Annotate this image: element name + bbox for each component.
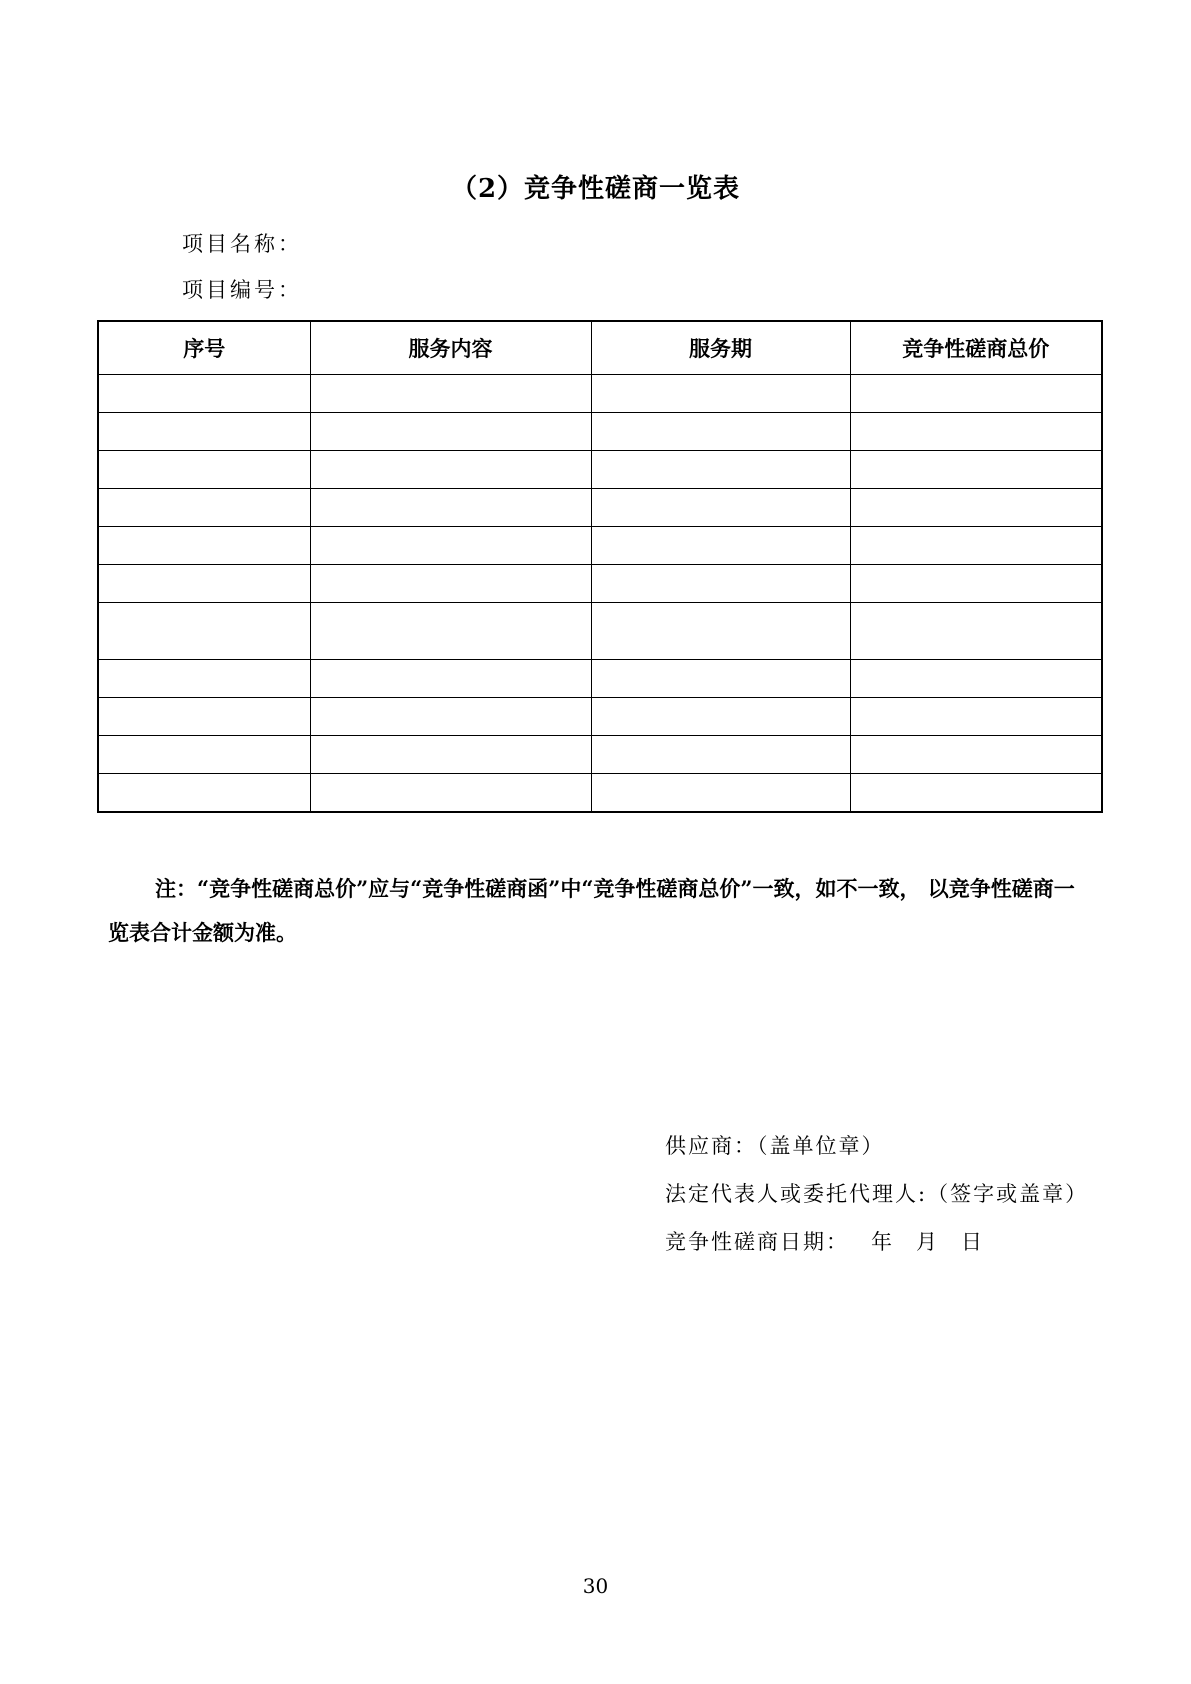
table-cell[interactable] (591, 660, 850, 698)
table-cell[interactable] (98, 698, 310, 736)
table-cell[interactable] (310, 527, 591, 565)
year-label: 年 (871, 1230, 894, 1254)
table-cell[interactable] (850, 698, 1102, 736)
table-cell[interactable] (850, 375, 1102, 413)
table-row (98, 565, 1102, 603)
table-cell[interactable] (310, 603, 591, 660)
table-cell[interactable] (310, 413, 591, 451)
table-row (98, 660, 1102, 698)
month-label: 月 (916, 1230, 939, 1254)
header-serial-number: 序号 (98, 321, 310, 375)
quote-summary-table (97, 320, 1103, 813)
table-cell[interactable] (850, 774, 1102, 813)
date-label: 竞争性磋商日期： (665, 1230, 849, 1254)
table-cell[interactable] (98, 603, 310, 660)
page-number: 30 (582, 1574, 609, 1598)
table-row (98, 698, 1102, 736)
header-service-period: 服务期 (591, 321, 850, 375)
table-cell[interactable] (850, 603, 1102, 660)
project-name-label: 项目名称： (182, 232, 302, 256)
note-paragraph (108, 867, 1088, 955)
table-cell[interactable] (98, 774, 310, 813)
table-cell[interactable] (591, 527, 850, 565)
table-cell[interactable] (850, 660, 1102, 698)
table-cell[interactable] (591, 489, 850, 527)
table-row (98, 527, 1102, 565)
table-cell[interactable] (850, 451, 1102, 489)
table-cell[interactable] (98, 451, 310, 489)
table-cell[interactable] (850, 736, 1102, 774)
table-row (98, 774, 1102, 813)
table-cell[interactable] (310, 489, 591, 527)
table-cell[interactable] (98, 413, 310, 451)
table-cell[interactable] (98, 565, 310, 603)
table-row (98, 375, 1102, 413)
table-cell[interactable] (850, 413, 1102, 451)
table-cell[interactable] (850, 565, 1102, 603)
table-row (98, 603, 1102, 660)
header-service-content: 服务内容 (310, 321, 591, 375)
day-label: 日 (961, 1230, 984, 1254)
table-cell[interactable] (98, 527, 310, 565)
table-cell[interactable] (310, 565, 591, 603)
table-cell[interactable] (850, 489, 1102, 527)
date-line (665, 1226, 984, 1256)
table-cell[interactable] (98, 489, 310, 527)
table-cell[interactable] (591, 451, 850, 489)
table-cell[interactable] (591, 774, 850, 813)
table-cell[interactable] (591, 698, 850, 736)
table-row (98, 489, 1102, 527)
table-cell[interactable] (310, 698, 591, 736)
table-cell[interactable] (310, 451, 591, 489)
table-row (98, 736, 1102, 774)
table-header-row (98, 321, 1102, 375)
table-row (98, 413, 1102, 451)
table-cell[interactable] (310, 660, 591, 698)
header-total-price: 竞争性磋商总价 (850, 321, 1102, 375)
table-cell[interactable] (98, 375, 310, 413)
table-cell[interactable] (98, 736, 310, 774)
table-cell[interactable] (591, 375, 850, 413)
page-title: （2）竞争性磋商一览表 (450, 174, 741, 204)
supplier-seal-line: 供应商：（盖单位章） (665, 1134, 885, 1158)
table-cell[interactable] (310, 774, 591, 813)
table-cell[interactable] (591, 603, 850, 660)
table-cell[interactable] (591, 413, 850, 451)
table-cell[interactable] (591, 565, 850, 603)
table-cell[interactable] (98, 660, 310, 698)
table-cell[interactable] (310, 736, 591, 774)
table-cell[interactable] (310, 375, 591, 413)
note-text: 注：“竞争性磋商总价”应与“竞争性磋商函”中“竞争性磋商总价”一致，如不一致， 以竞争性磋商一览表合计金额为准。 (108, 876, 1075, 945)
table-cell[interactable] (850, 527, 1102, 565)
project-code-label: 项目编号： (182, 278, 302, 302)
table-row (98, 451, 1102, 489)
representative-signature-line: 法定代表人或委托代理人:（签字或盖章） (665, 1182, 1089, 1206)
table-cell[interactable] (591, 736, 850, 774)
